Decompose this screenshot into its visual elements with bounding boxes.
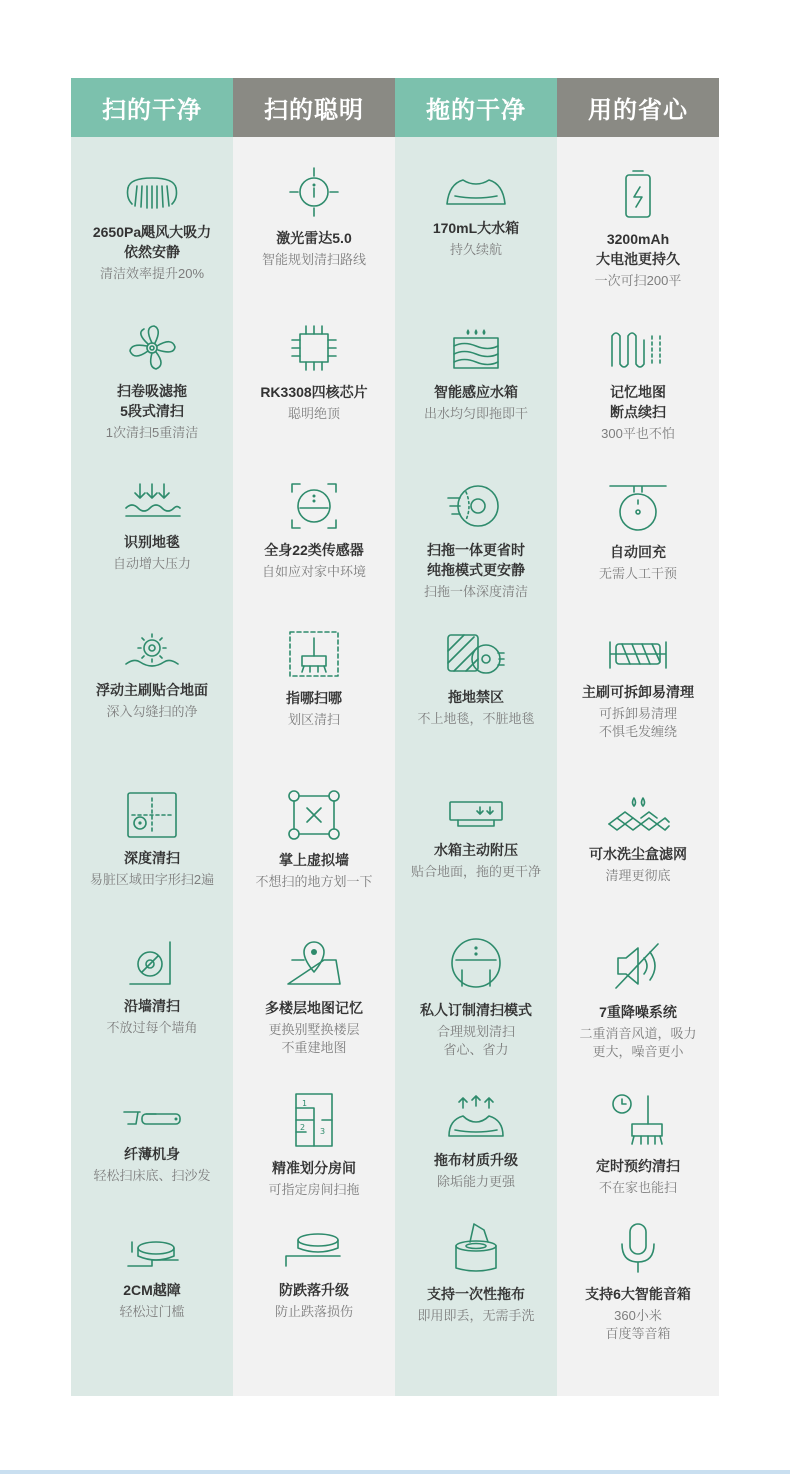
feature-title: 掌上虚拟墙	[279, 852, 349, 868]
noise-reduction-icon	[608, 938, 668, 994]
feature-desc: 不想扫的地方划一下	[255, 874, 373, 889]
feature-desc: 可指定房间扫拖	[268, 1182, 360, 1197]
feature-cell	[233, 1226, 395, 1321]
feature-title: 2650Pa飓风大吸力 依然安静	[92, 224, 212, 260]
mop-upgrade-icon	[443, 1094, 509, 1142]
floating-brush-icon	[122, 628, 182, 672]
feature-cell	[71, 940, 233, 1037]
feature-cell	[233, 938, 395, 1057]
feature-title: 扫拖一体更省时 纯拖模式更安静	[427, 542, 525, 578]
feature-desc: 轻松过门槛	[119, 1304, 185, 1319]
feature-title: RK3308四核芯片	[260, 384, 368, 400]
feature-cell	[395, 934, 557, 1059]
sensor-robot-icon	[284, 480, 344, 532]
feature-cell	[395, 1094, 557, 1191]
feature-cell	[395, 798, 557, 881]
feature-cell	[557, 938, 719, 1061]
feature-desc: 聪明绝顶	[287, 406, 340, 421]
feature-desc: 贴合地面，拖的更干净	[410, 864, 541, 879]
feature-title: 防跌落升级	[279, 1282, 349, 1298]
feature-desc: 360小米 百度等音箱	[605, 1308, 671, 1341]
feature-cell	[395, 326, 557, 423]
feature-title: 私人订制清扫模式	[420, 1002, 532, 1018]
no-mop-zone-icon	[444, 631, 508, 679]
feature-desc: 更换别墅换楼层 不重建地图	[268, 1022, 360, 1055]
feature-title: 定时预约清扫	[596, 1158, 680, 1174]
feature-title: 自动回充	[610, 544, 666, 560]
feature-title: 2CM越障	[123, 1282, 181, 1298]
svg-text:3: 3	[320, 1127, 326, 1136]
feature-desc: 自动增大压力	[112, 556, 191, 571]
feature-cell	[71, 480, 233, 573]
feature-title: 精准划分房间	[272, 1160, 356, 1176]
battery-icon	[618, 167, 658, 221]
microphone-icon	[608, 1220, 668, 1276]
feature-title: 记忆地图 断点续扫	[610, 384, 666, 420]
column-clean-mop	[395, 78, 557, 1396]
brush-fan-icon	[122, 174, 182, 214]
svg-text:2: 2	[300, 1123, 306, 1132]
feature-desc: 智能规划清扫路线	[261, 252, 366, 267]
feature-desc: 不放过每个墙角	[106, 1020, 198, 1035]
feature-table	[71, 78, 719, 1396]
virtual-wall-icon	[284, 788, 344, 842]
feature-cell	[233, 788, 395, 891]
spot-clean-icon	[284, 628, 344, 680]
bottom-divider	[0, 1470, 790, 1474]
feature-desc: 出水均匀即拖即干	[423, 406, 528, 421]
slim-body-icon	[120, 1106, 184, 1136]
carpet-detect-icon	[122, 480, 182, 524]
feature-title: 拖地禁区	[448, 689, 504, 705]
feature-cell	[71, 174, 233, 283]
feature-desc: 二重消音风道，吸力 更大，噪音更小	[579, 1026, 697, 1059]
feature-title: 拖布材质升级	[434, 1152, 518, 1168]
feature-cell	[233, 628, 395, 729]
feature-desc: 1次清扫5重清洁	[105, 425, 199, 440]
feature-desc: 合理规划清扫 省心、省力	[436, 1024, 515, 1057]
feature-cell	[395, 1220, 557, 1325]
svg-text:1: 1	[302, 1099, 308, 1108]
feature-cell	[233, 1090, 395, 1199]
column-header: 拖的干净	[395, 78, 557, 137]
water-tank-icon	[441, 174, 511, 210]
feature-cell	[71, 1226, 233, 1321]
anti-fall-icon	[282, 1226, 346, 1272]
grid-clean-icon	[122, 790, 182, 840]
feature-desc: 一次可扫200平	[594, 273, 682, 288]
tank-press-icon	[444, 798, 508, 832]
feature-cell	[557, 1220, 719, 1343]
feature-desc: 防止跌落损伤	[274, 1304, 353, 1319]
feature-title: 浮动主刷贴合地面	[96, 682, 208, 698]
washable-filter-icon	[603, 794, 673, 836]
lidar-icon	[283, 164, 345, 220]
feature-title: 全身22类传感器	[264, 542, 364, 558]
feature-title: 纤薄机身	[124, 1146, 180, 1162]
feature-cell	[71, 323, 233, 442]
feature-desc: 清洁效率提升20%	[99, 266, 205, 281]
feature-desc: 即用即丢，无需手洗	[417, 1308, 535, 1323]
feature-title: 深度清扫	[124, 850, 180, 866]
feature-title: 激光雷达5.0	[276, 230, 352, 246]
feature-cell	[71, 1106, 233, 1185]
obstacle-climb-icon	[122, 1226, 182, 1272]
custom-mode-icon	[446, 934, 506, 992]
column-header: 扫的聪明	[233, 78, 395, 137]
feature-cell	[71, 628, 233, 721]
feature-title: 支持一次性拖布	[427, 1286, 525, 1302]
feature-cell	[395, 174, 557, 259]
feature-cell	[557, 480, 719, 583]
feature-desc: 轻松扫床底、扫沙发	[93, 1168, 211, 1183]
resume-clean-icon	[606, 326, 670, 374]
feature-title: 指哪扫哪	[286, 690, 342, 706]
room-split-icon	[284, 1090, 344, 1150]
feature-cell	[233, 164, 395, 269]
feature-desc: 300平也不怕	[601, 426, 675, 441]
feature-title: 3200mAh 大电池更持久	[596, 231, 680, 267]
feature-title: 沿墙清扫	[124, 998, 180, 1014]
feature-title: 7重降噪系统	[599, 1004, 677, 1020]
fan-icon	[122, 323, 182, 373]
feature-cell	[557, 326, 719, 443]
feature-title: 扫卷吸滤拖 5段式清扫	[117, 383, 187, 419]
feature-desc: 不在家也能扫	[598, 1180, 677, 1195]
feature-cell	[395, 631, 557, 728]
feature-desc: 易脏区域田字形扫2遍	[89, 872, 215, 887]
feature-cell	[233, 322, 395, 423]
feature-desc: 深入勾缝扫的净	[106, 704, 198, 719]
feature-title: 多楼层地图记忆	[265, 1000, 363, 1016]
feature-desc: 扫拖一体深度清洁	[423, 584, 528, 599]
feature-cell	[233, 480, 395, 581]
column-smart-sweep	[233, 78, 395, 1396]
feature-desc: 持久续航	[449, 242, 502, 257]
feature-title: 支持6大智能音箱	[585, 1286, 691, 1302]
feature-cell	[557, 794, 719, 885]
column-clean-sweep	[71, 78, 233, 1396]
feature-desc: 无需人工干预	[598, 566, 677, 581]
feature-cell	[557, 1090, 719, 1197]
wall-clean-icon	[122, 940, 182, 988]
feature-cell	[557, 167, 719, 290]
feature-title: 主刷可拆卸易清理	[582, 684, 694, 700]
water-sense-icon	[446, 326, 506, 374]
column-easy-use	[557, 78, 719, 1396]
main-brush-icon	[606, 634, 670, 674]
auto-recharge-icon	[606, 480, 670, 534]
column-header: 用的省心	[557, 78, 719, 137]
feature-desc: 清理更彻底	[605, 868, 671, 883]
feature-cell	[395, 480, 557, 601]
feature-title: 识别地毯	[124, 534, 180, 550]
schedule-icon	[608, 1090, 668, 1148]
feature-desc: 不上地毯，不脏地毯	[417, 711, 535, 726]
feature-title: 可水洗尘盒滤网	[589, 846, 687, 862]
feature-desc: 自如应对家中环境	[261, 564, 366, 579]
feature-title: 170mL大水箱	[432, 220, 520, 236]
feature-title: 水箱主动附压	[434, 842, 518, 858]
column-header: 扫的干净	[71, 78, 233, 137]
feature-title: 智能感应水箱	[434, 384, 518, 400]
disposable-mop-icon	[446, 1220, 506, 1276]
feature-cell	[557, 634, 719, 741]
feature-desc: 划区清扫	[287, 712, 340, 727]
feature-desc: 可拆卸易清理 不惧毛发缠绕	[598, 706, 677, 739]
sweep-mop-icon	[444, 480, 508, 532]
feature-desc: 除垢能力更强	[436, 1174, 515, 1189]
map-memory-icon	[282, 938, 346, 990]
feature-cell	[71, 790, 233, 889]
chip-icon	[284, 322, 344, 374]
